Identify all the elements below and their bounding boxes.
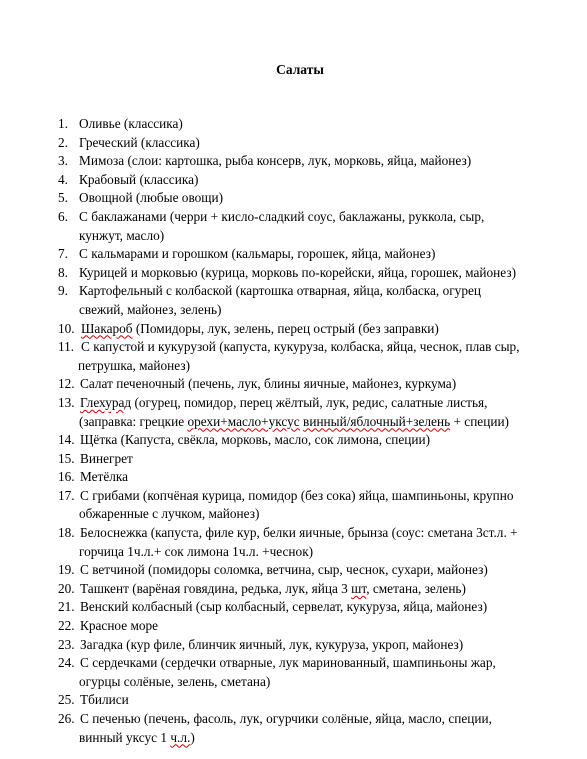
item-text: Оливье (классика) [79,116,183,131]
item-text: С печенью (печень, фасоль, лук, огурчики солёные, яйца, масло, специи, [80,711,492,726]
item-number: 23. [58,636,75,652]
spellcheck-mark: шт [351,580,367,596]
spellcheck-mark: Глехурад [80,394,132,410]
list-item [0,524,587,561]
list-item [0,264,587,283]
list-item [0,561,587,580]
page-title: Салаты [276,62,324,77]
item-text: горчица 1ч.л.+ сок лимона 1ч.л. +чеснок) [79,543,314,559]
list-item [0,375,587,394]
item-number: 26. [58,711,75,726]
list-item [0,450,587,469]
item-text: Салат печеночный (печень, лук, блины яичные, майонез, куркума) [80,376,457,392]
salad-list [0,115,587,747]
item-text: Глехурад (огурец, помидор, перец жёлтый, лук, редис, салатные листья, [80,394,488,410]
list-item [0,394,587,431]
item-text: Венский колбасный (сыр колбасный, сервелат, кукуруза, яйца, майонез) [80,599,488,615]
item-text: свежий, майонез, зелень) [79,301,222,317]
list-item [0,431,587,450]
item-text: огурцы солёные, зелень, сметана) [79,673,271,689]
item-text: Мимоза (слои: картошка, рыба консерв, лук, морковь, яйца, майонез) [79,153,472,169]
list-item [0,710,587,747]
item-number: 24. [58,655,75,671]
item-number: 8. [58,264,68,280]
item-number: 21. [58,599,75,615]
list-item [0,617,587,636]
item-text: Овощной (любые овощи) [79,190,224,206]
item-text: Курицей и морковью (курица, морковь по-корейски, яйца, горошек, майонез) [79,264,516,280]
item-text: Шакароб (Помидоры, лук, зелень, перец острый (без заправки) [81,320,439,336]
item-number: 2. [58,134,68,150]
item-number: 9. [58,283,68,299]
list-item [0,245,587,264]
item-number: 7. [58,246,68,262]
item-number: 6. [58,208,68,224]
spellcheck-mark: ч.л. [170,729,191,745]
item-number: 13. [58,394,75,410]
list-item [0,152,587,171]
list-item [0,580,587,599]
item-text: Красное море [80,618,159,634]
spellcheck-mark: орехи+масло+уксус [187,413,300,429]
item-number: 1. [58,116,68,131]
list-item [0,468,587,487]
item-number: 5. [58,190,68,206]
item-text: Греческий (классика) [79,134,200,150]
item-text: С ветчиной (помидоры соломка, ветчина, сыр, чеснок, сухари, майонез) [80,562,488,578]
item-text: обжаренные с лучком, майонез) [79,506,260,522]
item-number: 15. [58,450,75,466]
item-number: 16. [58,469,75,485]
list-item [0,134,587,153]
item-text: (заправка: грецкие орехи+масло+уксус винный/яблочный+зелень + специи) [79,413,509,429]
item-text: С сердечками (сердечки отварные, лук маринованный, шампиньоны жар, [80,655,496,671]
item-text: Тбилиси [80,692,129,708]
item-number: 22. [58,618,75,634]
item-text: Крабовый (классика) [79,171,199,187]
item-text: кунжут, масло) [79,227,165,243]
item-text: Щётка (Капуста, свёкла, морковь, масло, сок лимона, специи) [80,432,431,448]
list-item [0,636,587,655]
item-text: С баклажанами (черри + кисло-сладкий соус, баклажаны, руккола, сыр, [79,208,485,224]
item-number: 14. [58,432,75,448]
item-number: 17. [58,487,75,503]
item-number: 25. [58,692,75,708]
item-text: Метёлка [80,469,129,485]
item-number: 20. [58,580,75,596]
item-text: Винегрет [80,450,133,466]
list-item [0,282,587,319]
list-item [0,598,587,617]
item-number: 4. [58,171,68,187]
item-text: петрушка, майонез) [78,357,191,373]
spellcheck-mark: Шакароб [81,320,133,336]
item-text: Загадка (кур филе, блинчик яичный, лук, кукуруза, укроп, майонез) [80,636,464,652]
item-text: Картофельный с колбаской (картошка отварная, яйца, колбаска, огурец [79,283,481,299]
item-text: С капустой и кукурузой (капуста, кукуруза, колбаска, яйца, чеснок, плав сыр, [81,339,520,355]
list-item [0,338,587,375]
list-item [0,171,587,190]
list-item [0,208,587,245]
spellcheck-mark: винный/яблочный+зелень [303,413,451,429]
item-text: С кальмарами и горошком (кальмары, горошек, яйца, майонез) [79,246,436,262]
item-text: Ташкент (варёная говядина, редька, лук, яйца 3 шт, сметана, зелень) [80,580,466,596]
item-number: 19. [58,562,75,578]
item-number: 10. [58,320,75,336]
item-text: С грибами (копчёная курица, помидор (без сока) яйца, шампиньоны, крупно [80,487,514,503]
list-item [0,320,587,339]
item-text: Белоснежка (капуста, филе кур, белки яичные, брынза (соус: сметана 3ст.л. + [80,525,518,541]
item-number: 11. [58,339,75,355]
item-number: 12. [58,376,75,392]
item-text: винный уксус 1 ч.л.) [79,729,195,745]
list-item [0,115,587,134]
item-number: 18. [58,525,75,541]
item-number: 3. [58,153,68,169]
list-item [0,189,587,208]
list-item [0,654,587,691]
list-item [0,691,587,710]
list-item [0,487,587,524]
